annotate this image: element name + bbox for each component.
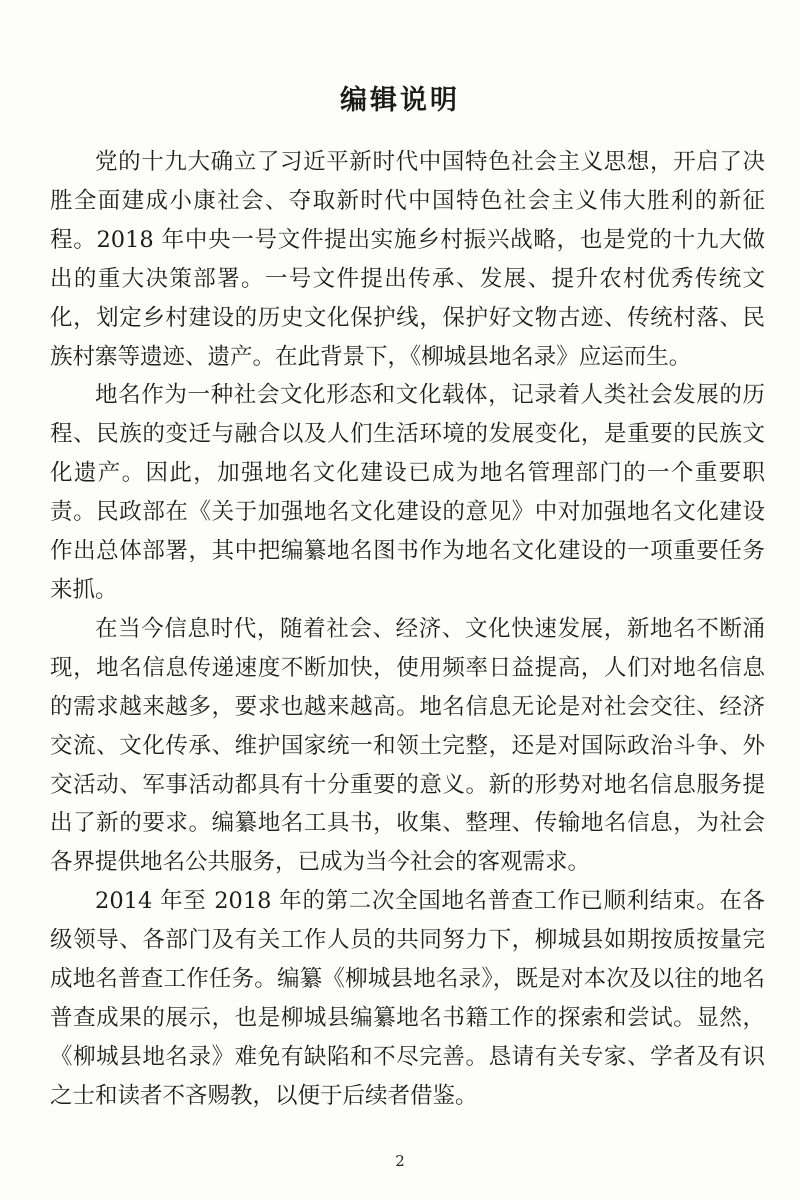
page-title: 编辑说明 (340, 85, 460, 116)
paragraph-4: 2014 年至 2018 年的第二次全国地名普查工作已顺利结束。在各级领导、各部门及有关工作人员的共同努力下，柳城县如期按质按量完成地名普查工作任务。编纂《柳城县地名录》，既是对本次及以往的地名普查成果的展示，也是柳城县编纂地名书籍工作的探索和尝试。显然，《柳城县地名录》难免有缺陷和不尽完善。恳请有关专家、学者及有识之士和读者不吝赐教，以便于后续者借鉴。 (50, 888, 765, 1109)
page-number: 2 (395, 1152, 405, 1170)
paragraph-1: 党的十九大确立了习近平新时代中国特色社会主义思想，开启了决胜全面建成小康社会、夺取新时代中国特色社会主义伟大胜利的新征程。2018 年中央一号文件提出实施乡村振兴战略，也是党的十九大做出的重大决策部署。一号文件提出传承、发展、提升农村优秀传统文化，划定乡村建设的历史文化保护线，保护好文物古迹、传统村落、民族村寨等遗迹、遗产。在此背景下，《柳城县地名录》应运而生。 (50, 149, 765, 370)
document-body (50, 143, 765, 1116)
paragraph-3: 在当今信息时代，随着社会、经济、文化快速发展，新地名不断涌现，地名信息传递速度不断加快，使用频率日益提高，人们对地名信息的需求越来越多，要求也越来越高。地名信息无论是对社会交往、经济交流、文化传承、维护国家统一和领土完整，还是对国际政治斗争、外交活动、军事活动都具有十分重要的意义。新的形势对地名信息服务提出了新的要求。编纂地名工具书，收集、整理、传输地名信息，为社会各界提供地名公共服务，已成为当今社会的客观需求。 (50, 615, 765, 876)
paragraph-2: 地名作为一种社会文化形态和文化载体，记录着人类社会发展的历程、民族的变迁与融合以及人们生活环境的发展变化，是重要的民族文化遗产。因此，加强地名文化建设已成为地名管理部门的一个重要职责。民政部在《关于加强地名文化建设的意见》中对加强地名文化建设作出总体部署，其中把编纂地名图书作为地名文化建设的一项重要任务来抓。 (50, 382, 765, 603)
